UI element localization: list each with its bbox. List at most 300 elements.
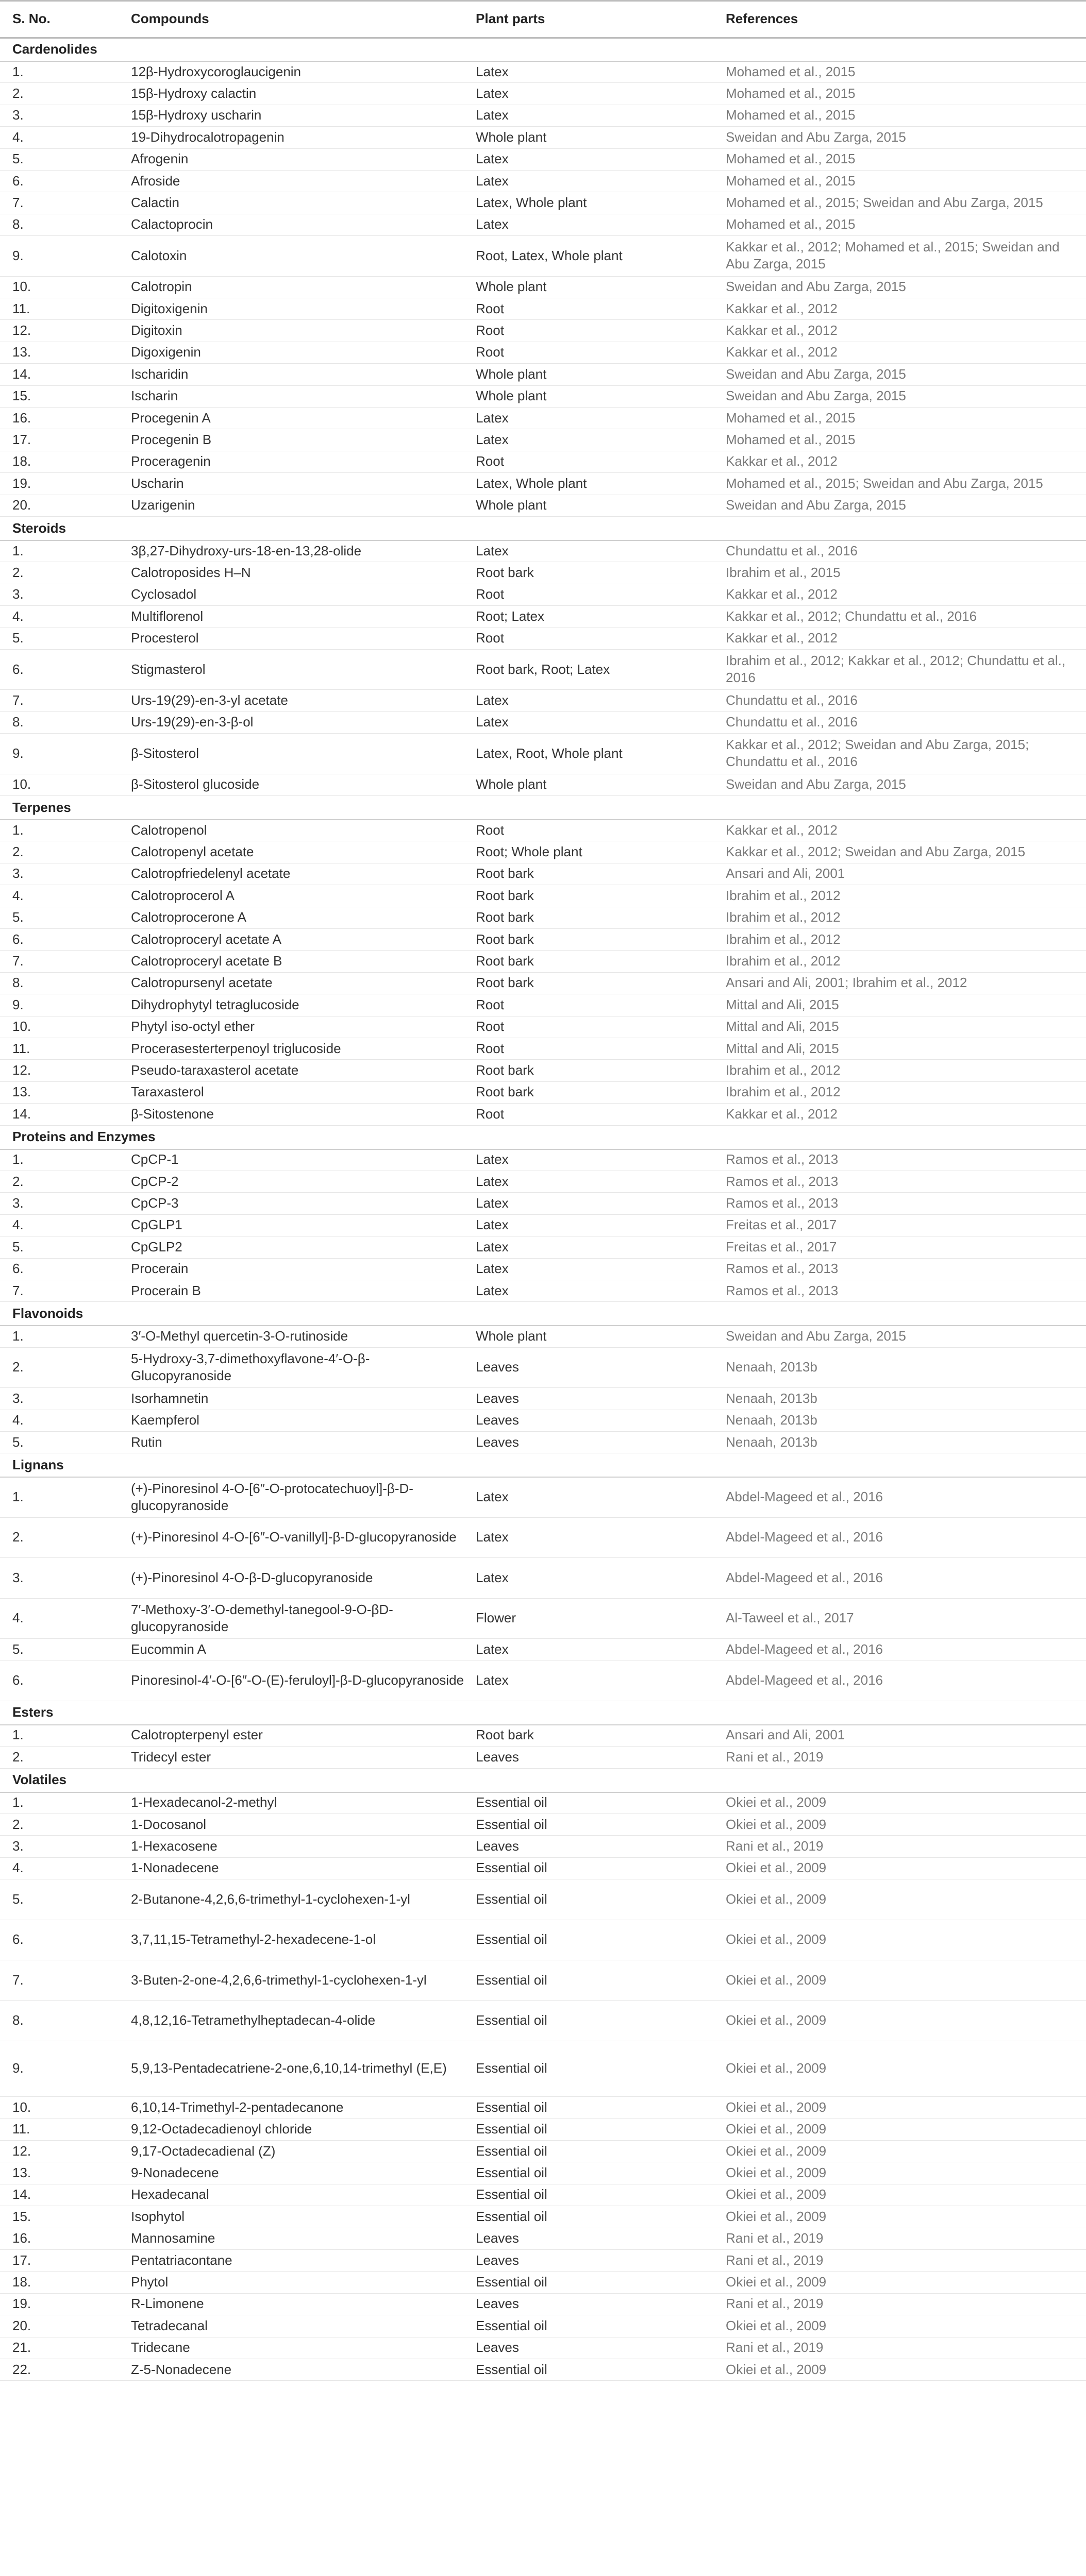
compound-name: Calotropterpenyl ester — [131, 1727, 263, 1743]
row-number: 12. — [12, 1062, 31, 1078]
reference: Nenaah, 2013b — [726, 1390, 817, 1406]
plant-part: Root bark — [476, 1727, 534, 1743]
plant-part: Flower — [476, 1610, 516, 1626]
row-number: 4. — [12, 608, 24, 624]
category-row — [0, 1768, 1086, 1793]
plant-part: Essential oil — [476, 2012, 547, 2028]
compound-name: 19-Dihydrocalotropagenin — [131, 129, 285, 145]
row-number: 9. — [12, 2060, 24, 2076]
plant-part: Essential oil — [476, 2187, 547, 2202]
reference: Okiei et al., 2009 — [726, 1816, 827, 1832]
reference: Rani et al., 2019 — [726, 2230, 824, 2246]
compound-name: 9,17-Octadecadienal (Z) — [131, 2143, 276, 2159]
compound-name: Calactin — [131, 195, 179, 211]
reference: Nenaah, 2013b — [726, 1359, 817, 1375]
plant-part: Root bark — [476, 1084, 534, 1100]
compound-name: Calotroprocerone A — [131, 909, 247, 925]
compound-name: CpCP-2 — [131, 1173, 179, 1189]
table-row — [0, 2293, 1086, 2315]
plant-part: Leaves — [476, 1838, 519, 1854]
table-row — [0, 1857, 1086, 1879]
compound-name: Proceragenin — [131, 453, 211, 469]
table-row — [0, 1149, 1086, 1171]
plant-part: Whole plant — [476, 388, 547, 404]
reference: Al-Taweel et al., 2017 — [726, 1610, 854, 1626]
compound-name: Pinoresinol-4′-O-[6″-O-(E)-feruloyl]-β-D-glucopyranoside — [131, 1672, 464, 1688]
plant-part: Latex — [476, 216, 509, 232]
compound-name: CpCP-1 — [131, 1151, 179, 1167]
reference: Kakkar et al., 2012 — [726, 323, 838, 338]
reference: Okiei et al., 2009 — [726, 2060, 827, 2076]
row-number: 10. — [12, 1019, 31, 1035]
reference: Sweidan and Abu Zarga, 2015 — [726, 388, 906, 404]
category-row — [0, 1453, 1086, 1478]
compound-name: Digitoxigenin — [131, 300, 208, 316]
table-row — [0, 2271, 1086, 2293]
reference: Ibrahim et al., 2012 — [726, 931, 841, 947]
compound-name: Procerain B — [131, 1282, 201, 1298]
row-number: 13. — [12, 1084, 31, 1100]
reference: Kakkar et al., 2012 — [726, 1106, 838, 1122]
table-header-row — [0, 0, 1086, 39]
table-row — [0, 495, 1086, 517]
row-number: 4. — [12, 1860, 24, 1876]
compound-name: Uzarigenin — [131, 497, 195, 513]
compound-name: 6,10,14-Trimethyl-2-pentadecanone — [131, 2099, 344, 2115]
reference: Ramos et al., 2013 — [726, 1151, 839, 1167]
category-label: Cardenolides — [12, 41, 97, 57]
reference: Kakkar et al., 2012 — [726, 822, 838, 838]
row-number: 1. — [12, 1489, 24, 1505]
plant-part: Latex — [476, 1489, 509, 1505]
compound-name: Isophytol — [131, 2208, 185, 2224]
compound-name: Calactoprocin — [131, 216, 213, 232]
reference: Ibrahim et al., 2015 — [726, 565, 841, 581]
compound-name: 1-Hexadecanol-2-methyl — [131, 1794, 277, 1810]
row-number: 10. — [12, 279, 31, 295]
category-row — [0, 1701, 1086, 1725]
table-row — [0, 61, 1086, 83]
reference: Rani et al., 2019 — [726, 1838, 824, 1854]
plant-part: Root — [476, 996, 504, 1012]
table-row — [0, 950, 1086, 972]
plant-part: Leaves — [476, 1390, 519, 1406]
table-row — [0, 472, 1086, 495]
reference: Ibrahim et al., 2012 — [726, 1084, 841, 1100]
row-number: 11. — [12, 1040, 30, 1056]
row-number: 12. — [12, 323, 31, 338]
row-number: 3. — [12, 107, 24, 123]
reference: Abdel-Mageed et al., 2016 — [726, 1529, 883, 1545]
reference: Ibrahim et al., 2012 — [726, 953, 841, 969]
row-number: 16. — [12, 410, 31, 426]
compound-name: Procegenin B — [131, 432, 212, 448]
reference: Okiei et al., 2009 — [726, 2274, 827, 2290]
row-number: 3. — [12, 1390, 24, 1406]
table-row — [0, 863, 1086, 885]
table-row — [0, 319, 1086, 342]
compound-name: (+)-Pinoresinol 4-O-[6″-O-protocatechuoyl]-β-D-glucopyranoside — [131, 1480, 413, 1513]
row-number: 7. — [12, 692, 24, 708]
table-row — [0, 628, 1086, 650]
plant-part: Root bark — [476, 953, 534, 969]
table-row — [0, 2206, 1086, 2228]
reference: Kakkar et al., 2012; Chundattu et al., 2016 — [726, 608, 977, 624]
plant-part: Root — [476, 1106, 504, 1122]
reference: Mohamed et al., 2015 — [726, 107, 856, 123]
reference: Mohamed et al., 2015 — [726, 63, 856, 79]
plant-part: Latex — [476, 63, 509, 79]
compound-name: Tridecane — [131, 2340, 190, 2355]
reference: Ibrahim et al., 2012; Kakkar et al., 2012; Chundattu et al., 2016 — [726, 653, 1066, 686]
reference: Chundattu et al., 2016 — [726, 692, 858, 708]
row-number: 7. — [12, 953, 24, 969]
compound-name: β-Sitosterol — [131, 745, 199, 761]
plant-part: Essential oil — [476, 2060, 547, 2076]
table-row — [0, 1814, 1086, 1836]
table-row — [0, 1214, 1086, 1236]
plant-part: Root — [476, 586, 504, 602]
compound-name: Cyclosadol — [131, 586, 197, 602]
row-number: 12. — [12, 2143, 31, 2159]
table-row — [0, 1960, 1086, 2001]
reference: Mittal and Ali, 2015 — [726, 996, 839, 1012]
category-label: Flavonoids — [12, 1305, 83, 1321]
compound-name: 12β-Hydroxycoroglaucigenin — [131, 63, 302, 79]
reference: Okiei et al., 2009 — [726, 2317, 827, 2333]
table-row — [0, 1557, 1086, 1598]
row-number: 1. — [12, 1328, 24, 1344]
row-number: 19. — [12, 475, 31, 491]
reference: Mittal and Ali, 2015 — [726, 1019, 839, 1035]
row-number: 8. — [12, 975, 24, 991]
compound-name: Calotroposides H–N — [131, 565, 251, 581]
table-row — [0, 192, 1086, 214]
plant-part: Root bark — [476, 565, 534, 581]
plant-part: Root, Latex, Whole plant — [476, 247, 623, 263]
compound-name: Isorhamnetin — [131, 1390, 209, 1406]
reference: Rani et al., 2019 — [726, 2296, 824, 2312]
reference: Kakkar et al., 2012; Sweidan and Abu Zarga, 2015 — [726, 844, 1026, 860]
plant-part: Essential oil — [476, 1860, 547, 1876]
row-number: 11. — [12, 300, 30, 316]
plant-part: Leaves — [476, 2296, 519, 2312]
compound-name: Digoxigenin — [131, 344, 201, 360]
reference: Ibrahim et al., 2012 — [726, 887, 841, 903]
plant-part: Leaves — [476, 2230, 519, 2246]
table-row — [0, 342, 1086, 364]
table-row — [0, 1835, 1086, 1857]
row-number: 5. — [12, 909, 24, 925]
table-row — [0, 2041, 1086, 2097]
table-row — [0, 1081, 1086, 1104]
table-row — [0, 1879, 1086, 1920]
row-number: 3. — [12, 586, 24, 602]
table-row — [0, 819, 1086, 841]
row-number: 5. — [12, 1239, 24, 1255]
row-number: 4. — [12, 1610, 24, 1626]
compound-name: CpGLP1 — [131, 1217, 182, 1233]
table-row — [0, 148, 1086, 171]
compound-name: Z-5-Nonadecene — [131, 2361, 232, 2377]
row-number: 1. — [12, 63, 24, 79]
reference: Kakkar et al., 2012 — [726, 630, 838, 646]
reference: Mohamed et al., 2015 — [726, 410, 856, 426]
table-row — [0, 407, 1086, 429]
table-row — [0, 1192, 1086, 1214]
compound-name: Urs-19(29)-en-3-yl acetate — [131, 692, 288, 708]
row-number: 6. — [12, 1672, 24, 1688]
row-number: 7. — [12, 1282, 24, 1298]
reference: Kakkar et al., 2012; Sweidan and Abu Zarga, 2015; Chundattu et al., 2016 — [726, 737, 1029, 770]
row-number: 5. — [12, 1891, 24, 1907]
compound-name: Calotropursenyl acetate — [131, 975, 273, 991]
row-number: 7. — [12, 195, 24, 211]
reference: Sweidan and Abu Zarga, 2015 — [726, 497, 906, 513]
category-row — [0, 516, 1086, 541]
table-row — [0, 1236, 1086, 1258]
reference: Okiei et al., 2009 — [726, 1931, 827, 1947]
plant-part: Root — [476, 323, 504, 338]
compound-name: Calotropenyl acetate — [131, 844, 254, 860]
reference: Mohamed et al., 2015 — [726, 86, 856, 101]
compound-name: Procesterol — [131, 630, 199, 646]
compound-name: Uscharin — [131, 475, 184, 491]
compound-name: Digitoxin — [131, 323, 182, 338]
compound-name: Multiflorenol — [131, 608, 204, 624]
row-number: 4. — [12, 129, 24, 145]
table-row — [0, 841, 1086, 863]
category-row — [0, 37, 1086, 62]
table-row — [0, 1347, 1086, 1388]
row-number: 6. — [12, 1931, 24, 1947]
row-number: 2. — [12, 1529, 24, 1545]
table-row — [0, 1598, 1086, 1639]
reference: Ramos et al., 2013 — [726, 1195, 839, 1211]
compound-name: Ischaridin — [131, 366, 189, 382]
compound-name: Pseudo-taraxasterol acetate — [131, 1062, 299, 1078]
table-row — [0, 1410, 1086, 1432]
compound-name: CpGLP2 — [131, 1239, 182, 1255]
row-number: 13. — [12, 344, 31, 360]
row-number: 9. — [12, 745, 24, 761]
compound-name: Calotroprocerol A — [131, 887, 235, 903]
table-row — [0, 649, 1086, 690]
table-row — [0, 2119, 1086, 2141]
plant-part: Latex — [476, 543, 509, 558]
reference: Nenaah, 2013b — [726, 1412, 817, 1428]
compound-name: 9-Nonadecene — [131, 2165, 219, 2181]
compound-name: 1-Docosanol — [131, 1816, 206, 1832]
row-number: 13. — [12, 2165, 31, 2181]
compound-name: 3,7,11,15-Tetramethyl-2-hexadecene-1-ol — [131, 1931, 376, 1947]
plant-part: Leaves — [476, 2340, 519, 2355]
reference: Kakkar et al., 2012; Mohamed et al., 2015; Sweidan and Abu Zarga, 2015 — [726, 239, 1060, 272]
plant-part: Latex — [476, 86, 509, 101]
table-row — [0, 214, 1086, 236]
row-number: 8. — [12, 216, 24, 232]
table-row — [0, 1325, 1086, 1347]
table-row — [0, 2000, 1086, 2041]
compound-name: 7′-Methoxy-3′-O-demethyl-tanegool-9-O-βD-glucopyranoside — [131, 1601, 393, 1634]
reference: Abdel-Mageed et al., 2016 — [726, 1641, 883, 1657]
table-row — [0, 540, 1086, 562]
plant-part: Latex — [476, 714, 509, 730]
row-number: 16. — [12, 2230, 31, 2246]
plant-part: Root; Latex — [476, 608, 544, 624]
compound-name: 2-Butanone-4,2,6,6-trimethyl-1-cyclohexen-1-yl — [131, 1891, 410, 1907]
reference: Okiei et al., 2009 — [726, 2187, 827, 2202]
row-number: 17. — [12, 2252, 31, 2268]
reference: Okiei et al., 2009 — [726, 1794, 827, 1810]
category-row — [0, 795, 1086, 820]
category-label: Lignans — [12, 1456, 64, 1472]
row-number: 7. — [12, 1972, 24, 1988]
plant-part: Essential oil — [476, 1794, 547, 1810]
plant-part: Essential oil — [476, 2099, 547, 2115]
table-row — [0, 2140, 1086, 2162]
table-row — [0, 972, 1086, 994]
plant-part: Whole plant — [476, 1328, 547, 1344]
compound-name: 5-Hydroxy-3,7-dimethoxyflavone-4′-O-β-Glucopyranoside — [131, 1350, 370, 1383]
plant-part: Root — [476, 1019, 504, 1035]
table-row — [0, 928, 1086, 951]
table-row — [0, 994, 1086, 1016]
reference: Okiei et al., 2009 — [726, 2165, 827, 2181]
plant-part: Leaves — [476, 1359, 519, 1375]
plant-part: Root — [476, 453, 504, 469]
table-row — [0, 1387, 1086, 1410]
plant-part: Latex — [476, 173, 509, 189]
table-row — [0, 1660, 1086, 1701]
compound-name: 15β-Hydroxy calactin — [131, 86, 257, 101]
plant-part: Leaves — [476, 1749, 519, 1765]
plant-part: Essential oil — [476, 2208, 547, 2224]
plant-part: Root — [476, 344, 504, 360]
table-row — [0, 562, 1086, 584]
reference: Rani et al., 2019 — [726, 1749, 824, 1765]
reference: Kakkar et al., 2012 — [726, 300, 838, 316]
reference: Okiei et al., 2009 — [726, 2361, 827, 2377]
compound-name: 4,8,12,16-Tetramethylheptadecan-4-olide — [131, 2012, 376, 2028]
plant-part: Latex, Root, Whole plant — [476, 745, 623, 761]
table-row — [0, 1280, 1086, 1302]
compound-name: Phytol — [131, 2274, 169, 2290]
compound-name: Dihydrophytyl tetraglucoside — [131, 996, 299, 1012]
plant-part: Root bark — [476, 887, 534, 903]
plant-part: Latex — [476, 1641, 509, 1657]
table-row — [0, 1258, 1086, 1280]
row-number: 2. — [12, 1173, 24, 1189]
row-number: 10. — [12, 776, 31, 792]
table-row — [0, 689, 1086, 711]
plant-part: Essential oil — [476, 1816, 547, 1832]
table-row — [0, 235, 1086, 276]
reference: Okiei et al., 2009 — [726, 2099, 827, 2115]
row-number: 5. — [12, 1641, 24, 1657]
plant-part: Root — [476, 300, 504, 316]
reference: Rani et al., 2019 — [726, 2340, 824, 2355]
reference: Okiei et al., 2009 — [726, 2208, 827, 2224]
plant-part: Root bark — [476, 1062, 534, 1078]
plant-part: Leaves — [476, 1412, 519, 1428]
compound-name: Tetradecanal — [131, 2317, 208, 2333]
row-number: 11. — [12, 2121, 30, 2137]
compound-name: Kaempferol — [131, 1412, 199, 1428]
reference: Okiei et al., 2009 — [726, 2143, 827, 2159]
plant-part: Latex — [476, 432, 509, 448]
row-number: 15. — [12, 2208, 31, 2224]
table-row — [0, 1746, 1086, 1768]
plant-part: Root — [476, 822, 504, 838]
plant-part: Root bark — [476, 866, 534, 882]
compound-name: Afrogenin — [131, 151, 189, 167]
plant-part: Latex — [476, 1282, 509, 1298]
table-row — [0, 1792, 1086, 1814]
reference: Abdel-Mageed et al., 2016 — [726, 1672, 883, 1688]
plant-part: Root bark, Root; Latex — [476, 661, 610, 677]
compound-name: Ischarin — [131, 388, 178, 404]
table-row — [0, 1920, 1086, 1960]
plant-part: Latex — [476, 410, 509, 426]
compound-name: Hexadecanal — [131, 2187, 209, 2202]
row-number: 21. — [12, 2340, 31, 2355]
category-label: Terpenes — [12, 799, 71, 815]
reference: Chundattu et al., 2016 — [726, 714, 858, 730]
reference: Ramos et al., 2013 — [726, 1282, 839, 1298]
table-row — [0, 774, 1086, 796]
table-row — [0, 2162, 1086, 2184]
row-number: 20. — [12, 2317, 31, 2333]
table-row — [0, 1477, 1086, 1517]
plant-part: Latex — [476, 151, 509, 167]
table-row — [0, 2184, 1086, 2206]
compound-name: 9,12-Octadecadienoyl chloride — [131, 2121, 312, 2137]
table-row — [0, 2096, 1086, 2119]
plant-part: Whole plant — [476, 129, 547, 145]
category-row — [0, 1125, 1086, 1150]
table-row — [0, 711, 1086, 734]
reference: Mohamed et al., 2015 — [726, 216, 856, 232]
row-number: 14. — [12, 366, 31, 382]
reference: Sweidan and Abu Zarga, 2015 — [726, 1328, 906, 1344]
reference: Mohamed et al., 2015; Sweidan and Abu Zarga, 2015 — [726, 195, 1043, 211]
table-row — [0, 1171, 1086, 1193]
plant-part: Latex — [476, 1261, 509, 1277]
compound-name: Calotropenol — [131, 822, 207, 838]
row-number: 19. — [12, 2296, 31, 2312]
reference: Freitas et al., 2017 — [726, 1239, 837, 1255]
compound-name: Procegenin A — [131, 410, 211, 426]
table-row — [0, 1431, 1086, 1453]
plant-part: Latex — [476, 107, 509, 123]
table-row — [0, 733, 1086, 774]
category-label: Steroids — [12, 520, 66, 536]
reference: Kakkar et al., 2012 — [726, 453, 838, 469]
row-number: 18. — [12, 2274, 31, 2290]
table-row — [0, 276, 1086, 298]
table-row — [0, 1724, 1086, 1747]
table-row — [0, 2228, 1086, 2250]
compound-name: Procerain — [131, 1261, 189, 1277]
plant-part: Root bark — [476, 909, 534, 925]
table-row — [0, 1638, 1086, 1660]
row-number: 1. — [12, 822, 24, 838]
compound-name: (+)-Pinoresinol 4-O-β-D-glucopyranoside — [131, 1569, 373, 1585]
table-row — [0, 2315, 1086, 2337]
plant-part: Root — [476, 630, 504, 646]
table-row — [0, 363, 1086, 385]
